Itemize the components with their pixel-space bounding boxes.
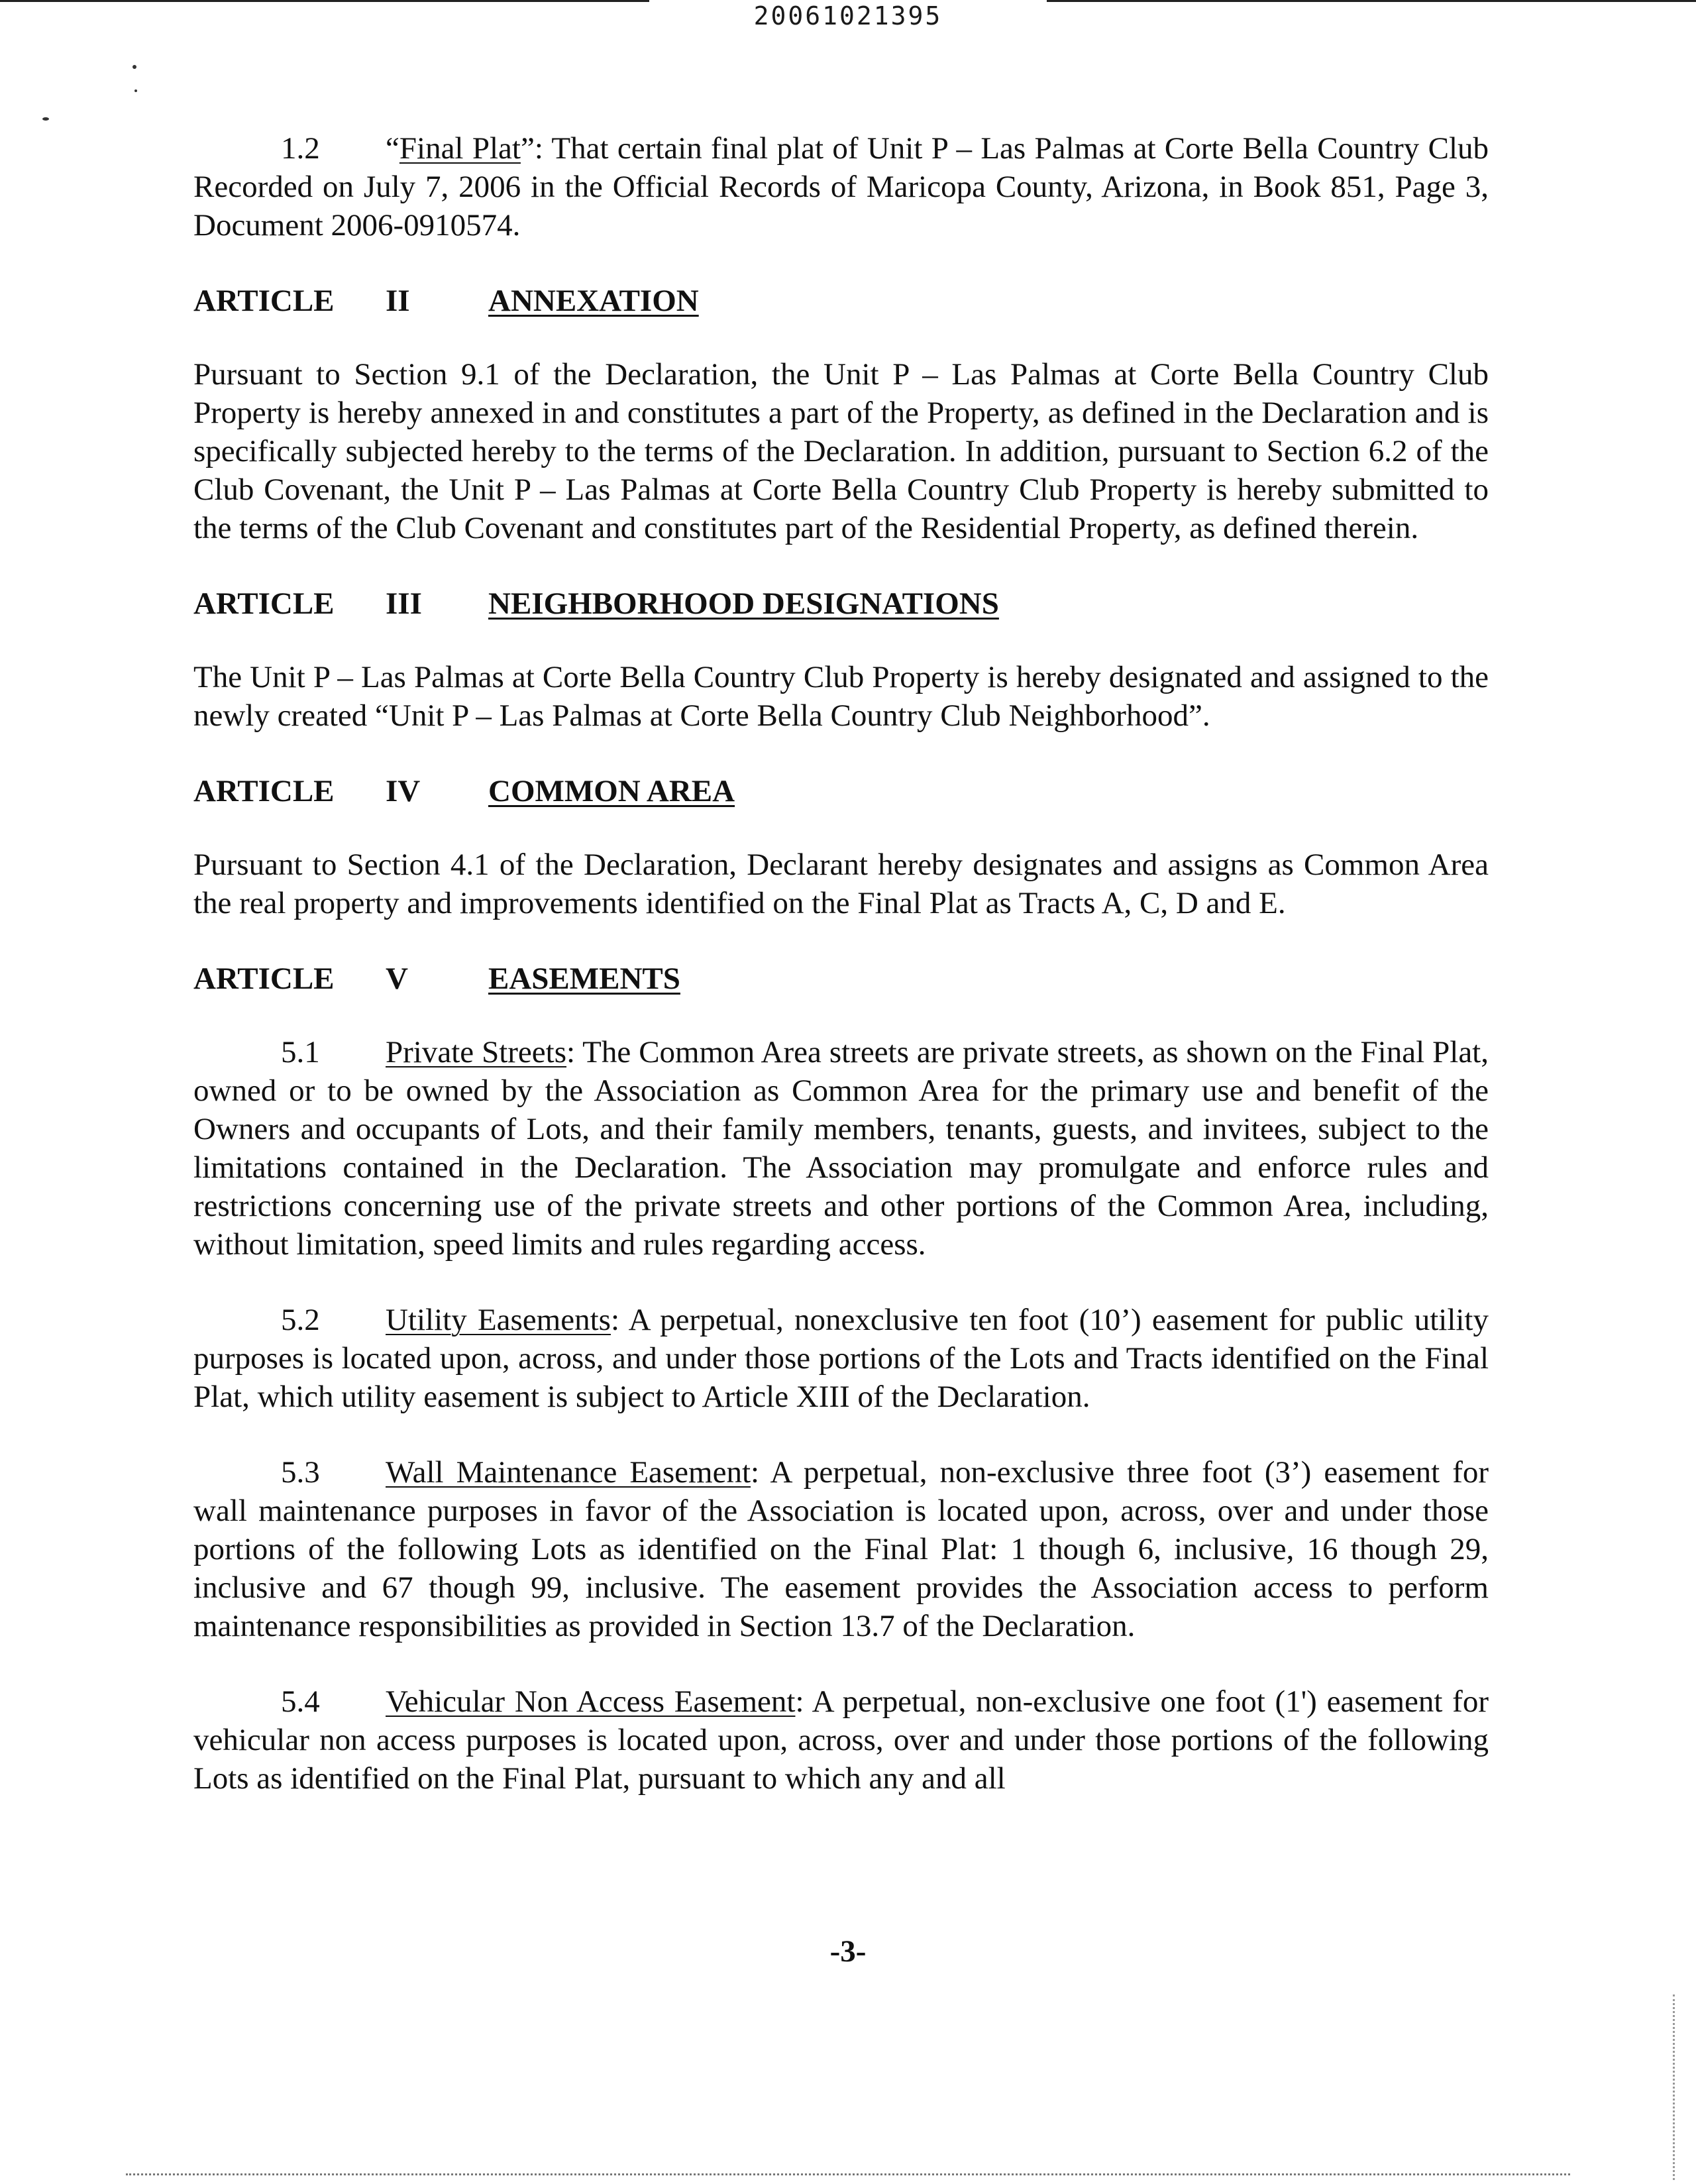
scan-bottom-dots	[126, 2173, 1570, 2175]
article-label: ARTICLE	[193, 586, 335, 621]
scan-speck	[42, 117, 49, 121]
article-title: EASEMENTS	[488, 961, 680, 996]
article-title: ANNEXATION	[488, 284, 699, 318]
section-text: : A perpetual, non-exclusive one foot (1') easement for vehicular non access purposes is located upon, across, over and under those portions of the following Lots as identified on the Final Plat, pursuant to which any and all	[193, 1684, 1489, 1796]
article-numeral: IV	[386, 774, 421, 808]
article-title: COMMON AREA	[488, 774, 735, 808]
article-numeral: III	[386, 586, 422, 621]
article-5-heading	[193, 959, 1489, 998]
section-term: Utility Easements	[386, 1303, 611, 1337]
section-1-2	[193, 129, 1489, 245]
section-number: 5.2	[281, 1303, 320, 1337]
article-label: ARTICLE	[193, 961, 335, 996]
section-5-1	[193, 1033, 1489, 1264]
open-quote: “	[386, 131, 399, 166]
section-5-2	[193, 1301, 1489, 1416]
article-4-heading	[193, 772, 1489, 810]
section-text: : A perpetual, nonexclusive ten foot (10’) easement for public utility purposes is located upon, across, and under those portions of the Lots and Tracts identified on the Final Plat, which utility easement is subject to Article XIII of the Declaration.	[193, 1303, 1489, 1414]
section-term: Vehicular Non Access Easement	[386, 1684, 796, 1719]
article-3-heading	[193, 584, 1489, 623]
article-title: NEIGHBORHOOD DESIGNATIONS	[488, 586, 999, 621]
article-numeral: II	[386, 284, 410, 318]
article-3-text: The Unit P – Las Palmas at Corte Bella Country Club Property is hereby designated and assigned to the newly created “Unit P – Las Palmas at Corte Bella Country Club Neighborhood”.	[193, 660, 1489, 733]
close-quote: ”	[520, 131, 535, 166]
article-2-heading	[193, 282, 1489, 320]
section-text: : That certain final plat of Unit P – Las Palmas at Corte Bella Country Club Recorded on July 7, 2006 in the Official Records of Maricopa County, Arizona, in Book 851, Page 3, Document 2006-0910574.	[193, 131, 1489, 243]
page-number: -3-	[829, 1934, 867, 1969]
section-number: 1.2	[281, 131, 320, 166]
section-term: Wall Maintenance Easement	[386, 1455, 751, 1490]
article-numeral: V	[386, 961, 408, 996]
section-number: 5.4	[281, 1684, 320, 1719]
document-page	[193, 129, 1489, 1798]
recording-number: 20061021395	[753, 1, 943, 30]
article-2-text: Pursuant to Section 9.1 of the Declaration, the Unit P – Las Palmas at Corte Bella Country Club Property is hereby annexed in and constitutes a part of the Property, as defined in the Declaration and is specifically subjected hereby to the terms of the Declaration. In addition, pursuant to Section 6.2 of the Club Covenant, the Unit P – Las Palmas at Corte Bella Country Club Property is hereby submitted to the terms of the Club Covenant and constitutes part of the Residential Property, as defined therein.	[193, 357, 1489, 545]
section-number: 5.3	[281, 1455, 320, 1490]
section-term: Private Streets	[386, 1035, 567, 1069]
section-5-4	[193, 1682, 1489, 1798]
section-text: : The Common Area streets are private streets, as shown on the Final Plat, owned or to be owned by the Association as Common Area for the primary use and benefit of the Owners and occupants of Lots, and their family members, tenants, guests, and invitees, subject to the limitations contained in the Declaration. The Association may promulgate and enforce rules and restrictions concerning use of the private streets and other portions of the Common Area, including, without limitation, speed limits and rules regarding access.	[193, 1035, 1489, 1262]
scan-edge-dots	[1673, 1994, 1675, 2180]
article-label: ARTICLE	[193, 284, 335, 318]
section-text: : A perpetual, non-exclusive three foot (3’) easement for wall maintenance purposes in favor of the Association is located upon, across, over and under those portions of the following Lots as identified on the Final Plat: 1 though 6, inclusive, 16 though 29, inclusive and 67 though 99, inclusive. The easement provides the Association access to perform maintenance responsibilities as provided in Section 13.7 of the Declaration.	[193, 1455, 1489, 1643]
scan-speck	[132, 65, 136, 69]
section-5-3	[193, 1453, 1489, 1645]
article-4-text: Pursuant to Section 4.1 of the Declaration, Declarant hereby designates and assigns as Common Area the real property and improvements identified on the Final Plat as Tracts A, C, D and E.	[193, 847, 1489, 920]
article-label: ARTICLE	[193, 774, 335, 808]
section-term: Final Plat	[399, 131, 521, 166]
scan-speck	[134, 89, 137, 92]
section-number: 5.1	[281, 1035, 320, 1069]
